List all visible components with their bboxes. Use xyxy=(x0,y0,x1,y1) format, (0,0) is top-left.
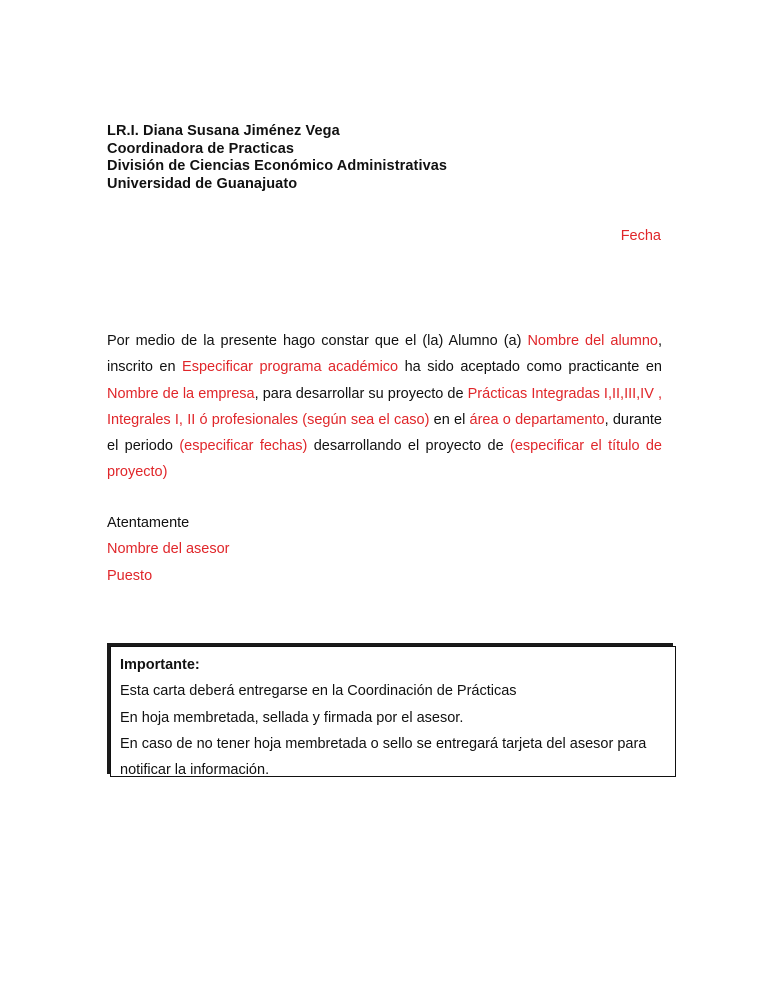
note-line-1: Esta carta deberá entregarse en la Coordinación de Prácticas xyxy=(120,683,517,700)
important-note-box xyxy=(110,646,676,777)
recipient-block xyxy=(107,123,447,193)
note-line-3: En caso de no tener hoja membretada o sello se entregará tarjeta del asesor para notificar la información. xyxy=(120,735,647,779)
body-text-2: , inscrito en xyxy=(107,333,662,376)
body-text-1: Por medio de la presente hago constar que el (la) Alumno (a) xyxy=(107,333,528,349)
student-name-placeholder: Nombre del alumno xyxy=(527,333,658,349)
date-placeholder: Fecha xyxy=(620,228,661,244)
closing-block xyxy=(107,510,230,589)
body-text-7: desarrollando el proyecto de xyxy=(307,438,510,455)
recipient-division: División de Ciencias Económico Administrativas xyxy=(107,158,448,174)
company-placeholder: Nombre de la empresa xyxy=(107,385,255,402)
advisor-name-placeholder: Nombre del asesor xyxy=(107,541,230,558)
letter-body xyxy=(107,328,662,486)
body-text-5: en el xyxy=(429,411,470,428)
recipient-name: LR.I. Diana Susana Jiménez Vega xyxy=(107,123,340,139)
body-text-3: ha sido aceptado como practicante en xyxy=(398,359,662,376)
recipient-title: Coordinadora de Practicas xyxy=(107,140,295,157)
advisor-position-placeholder: Puesto xyxy=(107,567,153,584)
salutation: Atentamente xyxy=(107,515,190,531)
note-title: Importante: xyxy=(120,657,200,673)
recipient-university: Universidad de Guanajuato xyxy=(107,175,298,192)
department-placeholder: área o departamento xyxy=(469,411,605,428)
body-text-6: , durante el periodo xyxy=(107,411,663,455)
dates-placeholder: (especificar fechas) xyxy=(179,438,308,455)
body-text-4: , para desarrollar su proyecto de xyxy=(254,385,468,402)
practice-type-placeholder: Prácticas Integradas I,II,III,IV , Integrales I, II ó profesionales (según sea el caso) xyxy=(107,385,662,428)
note-line-2: En hoja membretada, sellada y firmada por el asesor. xyxy=(120,709,464,726)
project-title-placeholder: (especificar el título de proyecto) xyxy=(107,438,662,481)
program-placeholder: Especificar programa académico xyxy=(182,359,399,376)
